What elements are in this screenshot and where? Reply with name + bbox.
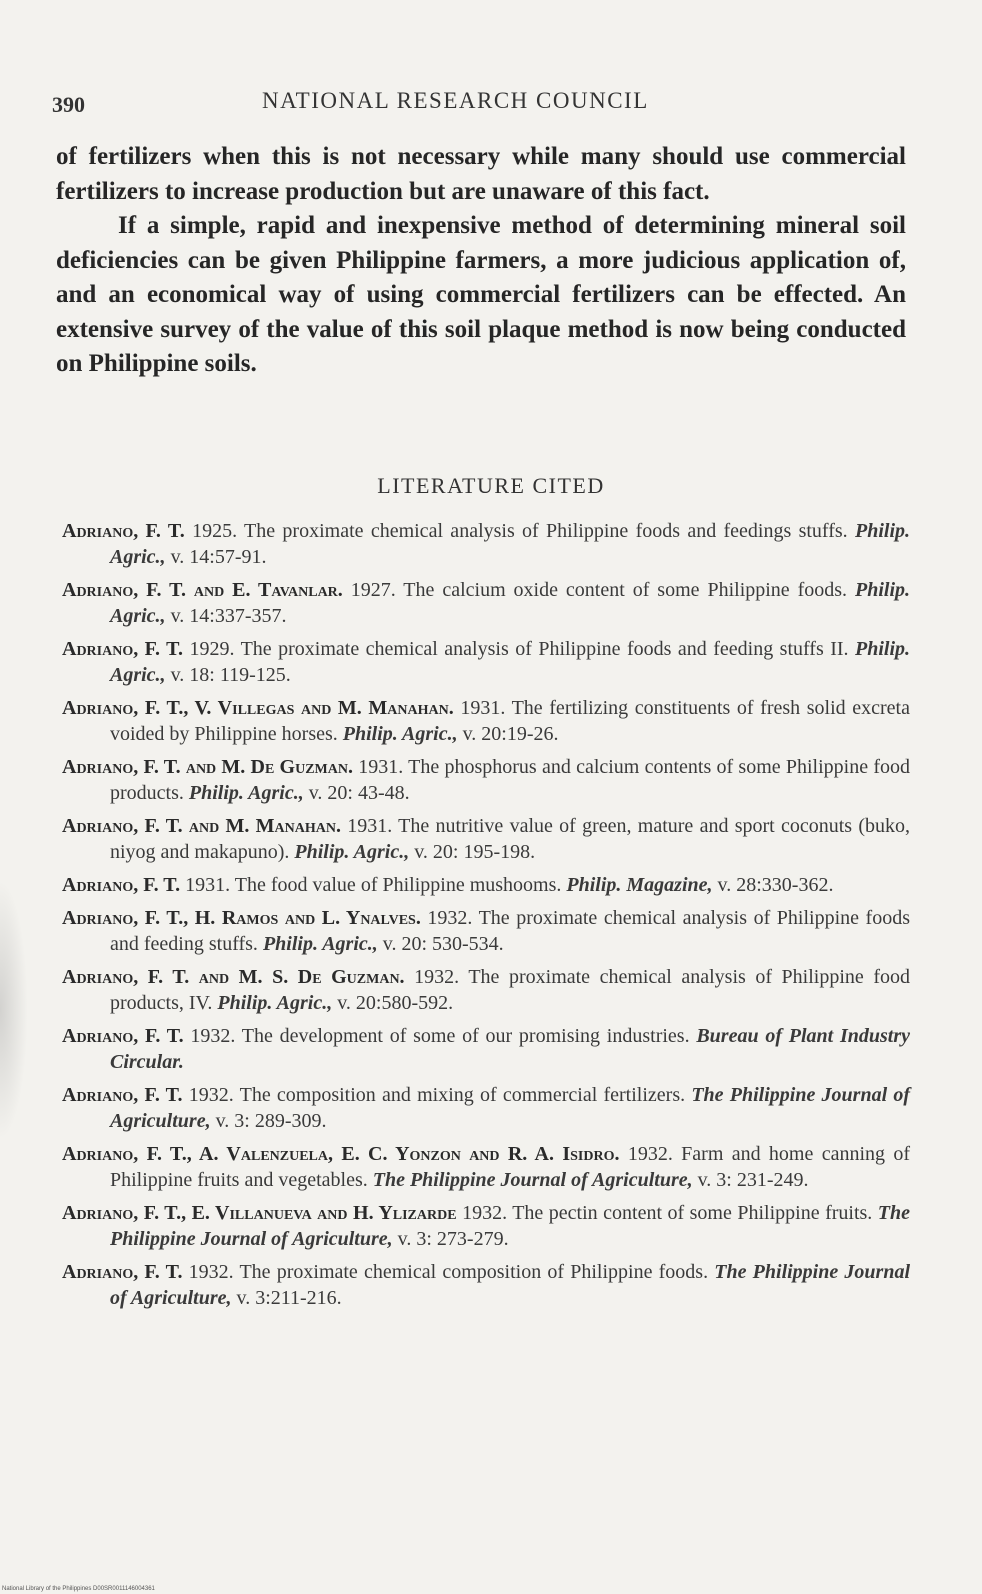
- reference-entry: [62, 1200, 910, 1252]
- reference-authors: Adriano, F. T.: [62, 874, 181, 896]
- reference-journal: Bureau of Plant Industry Circular.: [110, 1025, 911, 1073]
- reference-journal: Philip. Agric.,: [110, 520, 911, 568]
- reference-authors: Adriano, F. T. and M. De Guzman.: [62, 756, 353, 778]
- reference-journal: Philip. Agric.,: [188, 782, 304, 804]
- reference-title: 1929. The proximate chemical analysis of Philippine foods and feeding stuffs II.: [189, 638, 849, 660]
- reference-journal: The Philippine Journal of Agriculture,: [110, 1084, 911, 1132]
- reference-journal: Philip. Agric.,: [342, 723, 458, 745]
- reference-authors: Adriano, F. T.: [62, 1261, 183, 1283]
- reference-volume: v. 20: 195-198.: [414, 841, 536, 863]
- body-text: [56, 140, 906, 382]
- reference-authors: Adriano, F. T., V. Villegas and M. Manahan.: [62, 697, 454, 719]
- reference-authors: Adriano, F. T. and M. S. De Guzman.: [62, 966, 405, 988]
- reference-volume: v. 3: 289-309.: [215, 1110, 327, 1132]
- reference-authors: Adriano, F. T., A. Valenzuela, E. C. Yonzon and R. A. Isidro.: [62, 1143, 620, 1165]
- reference-title: 1932. The proximate chemical composition of Philippine foods.: [188, 1261, 709, 1283]
- reference-entry: [62, 577, 910, 629]
- reference-entry: [62, 1082, 910, 1134]
- reference-title: 1932. Farm and home canning of Philippine fruits and vegetables.: [110, 1143, 911, 1191]
- reference-volume: v. 20:580-592.: [337, 992, 454, 1014]
- paragraph-continued: of fertilizers when this is not necessary while many should use commercial fertilizers to increase production but are unaware of this fact.: [56, 143, 906, 205]
- page-number: 390: [52, 92, 85, 117]
- reference-entry: [62, 695, 910, 747]
- reference-entry: [62, 813, 910, 865]
- scan-margin-shadow: [0, 880, 28, 1140]
- reference-title: 1931. The nutritive value of green, mature and sport coconuts (buko, niyog and makapuno).: [110, 815, 911, 863]
- reference-authors: Adriano, F. T., H. Ramos and L. Ynalves.: [62, 907, 421, 929]
- page-header: [52, 82, 932, 122]
- reference-entry: [62, 964, 910, 1016]
- reference-journal: Philip. Agric.,: [110, 638, 911, 686]
- reference-title: 1927. The calcium oxide content of some Philippine foods.: [350, 579, 848, 601]
- reference-volume: v. 14:337-357.: [170, 605, 287, 627]
- reference-title: 1931. The fertilizing constituents of fresh solid excreta voided by Philippine horses.: [110, 697, 910, 745]
- reference-entry: [62, 1259, 910, 1311]
- reference-volume: v. 3: 273-279.: [397, 1228, 509, 1250]
- reference-entry: [62, 636, 910, 688]
- reference-volume: v. 20: 43-48.: [308, 782, 410, 804]
- reference-volume: v. 3:211-216.: [236, 1287, 342, 1309]
- reference-volume: v. 3: 231-249.: [697, 1169, 809, 1191]
- reference-volume: v. 14:57-91.: [170, 546, 267, 568]
- scan-footer: National Library of the Philippines D00SR0011146004361: [2, 1586, 155, 1592]
- reference-journal: Philip. Agric.,: [217, 992, 333, 1014]
- reference-journal: Philip. Magazine,: [566, 874, 713, 896]
- reference-journal: The Philippine Journal of Agriculture,: [110, 1202, 911, 1250]
- reference-entry: [62, 905, 910, 957]
- reference-authors: Adriano, F. T.: [62, 520, 185, 542]
- reference-volume: v. 20:19-26.: [462, 723, 559, 745]
- reference-authors: Adriano, F. T., E. Villanueva and H. Ylizarde: [62, 1202, 457, 1224]
- reference-title: 1931. The phosphorus and calcium contents of some Philippine food products.: [110, 756, 910, 804]
- reference-title: 1932. The composition and mixing of commercial fertilizers.: [188, 1084, 686, 1106]
- reference-authors: Adriano, F. T. and M. Manahan.: [62, 815, 341, 837]
- reference-volume: v. 18: 119-125.: [170, 664, 291, 686]
- reference-title: 1932. The development of some of our promising industries.: [190, 1025, 690, 1047]
- reference-title: 1932. The proximate chemical analysis of Philippine foods and feeding stuffs.: [110, 907, 910, 955]
- reference-journal: Philip. Agric.,: [294, 841, 410, 863]
- reference-journal: The Philippine Journal of Agriculture,: [372, 1169, 693, 1191]
- reference-title: 1932. The pectin content of some Philippine fruits.: [462, 1202, 873, 1224]
- reference-entry: [62, 754, 910, 806]
- reference-authors: Adriano, F. T.: [62, 1025, 184, 1047]
- reference-volume: v. 20: 530-534.: [382, 933, 504, 955]
- reference-authors: Adriano, F. T.: [62, 638, 184, 660]
- reference-entry: [62, 1141, 910, 1193]
- reference-authors: Adriano, F. T.: [62, 1084, 183, 1106]
- reference-title: 1932. The proximate chemical analysis of Philippine food products, IV.: [110, 966, 911, 1014]
- reference-list: [62, 518, 910, 1318]
- reference-journal: The Philippine Journal of Agriculture,: [110, 1261, 911, 1309]
- reference-title: 1931. The food value of Philippine mushooms.: [185, 874, 562, 896]
- reference-journal: Philip. Agric.,: [262, 933, 378, 955]
- literature-cited-heading: LITERATURE CITED: [377, 473, 605, 498]
- reference-volume: v. 28:330-362.: [717, 874, 834, 896]
- reference-entry: [62, 872, 910, 898]
- reference-entry: [62, 518, 910, 570]
- reference-authors: Adriano, F. T. and E. Tavanlar.: [62, 579, 343, 601]
- paragraph-soil-plaque: If a simple, rapid and inexpensive method of determining mineral soil deficiencies can be given Philippine farmers, a more judicious application of, and an economical way of using commercial fertilizers can be effected. An extensive survey of the value of this soil plaque method is now being conducted on Philippine soils.: [56, 212, 906, 377]
- running-head: NATIONAL RESEARCH COUNCIL: [262, 88, 649, 113]
- reference-entry: [62, 1023, 910, 1075]
- reference-title: 1925. The proximate chemical analysis of Philippine foods and feedings stuffs.: [192, 520, 848, 542]
- reference-journal: Philip. Agric.,: [110, 579, 911, 627]
